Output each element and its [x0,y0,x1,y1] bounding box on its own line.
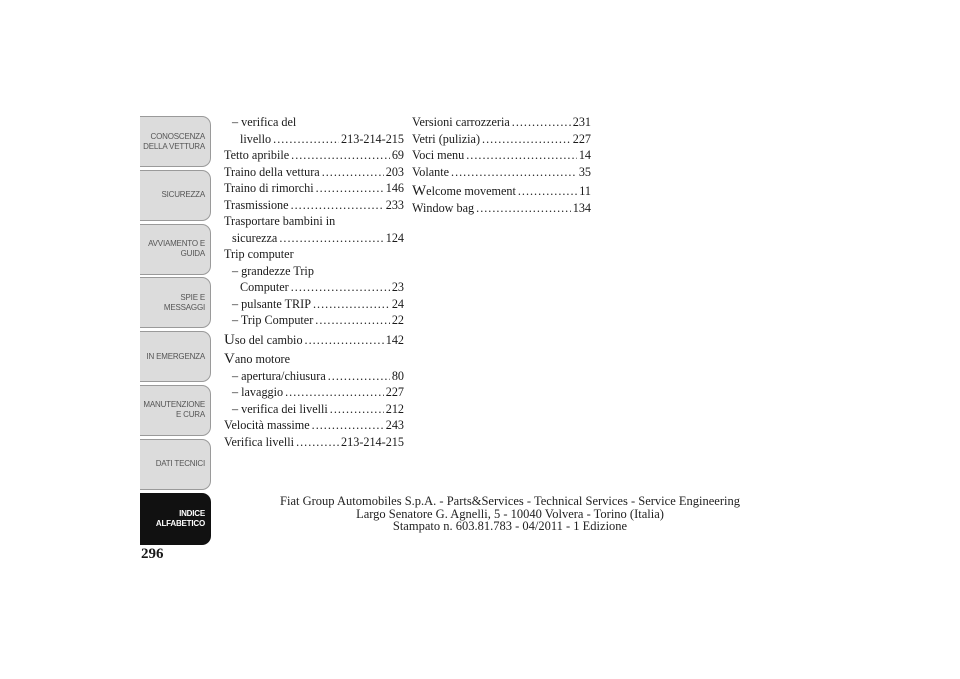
page-number: 296 [141,546,164,562]
tab-spie-e-messaggi[interactable] [140,277,211,328]
index-entry: Verifica livelli ..... 213-214-215 [224,434,404,451]
index-entry: Tetto apribile ..... 69 [224,147,404,164]
tab-dati-tecnici[interactable] [140,439,211,490]
tab-label: DATI TECNICI [155,459,205,469]
index-entry: Computer ..... 23 [224,279,404,296]
tab-label: SPIE E MESSAGGI [163,292,205,312]
index-entry: – Trip Computer ..... 22 [224,312,404,329]
index-entry: Vetri (pulizia) ..... 227 [412,131,591,148]
index-entry: Versioni carrozzeria ..... 231 [412,114,591,131]
publisher-footer [250,495,770,533]
tab-label: INDICE ALFABETICO [155,508,205,528]
index-entry: Trasportare bambini in [224,214,336,228]
tab-manutenzione-e-cura[interactable] [140,385,211,436]
index-entry: Vano motore [224,351,291,367]
index-entry: Voci menu ..... 14 [412,147,591,164]
index-entry: livello ..... 213-214-215 [224,131,404,148]
tab-indice-alfabetico[interactable] [140,493,211,545]
index-entry: sicurezza ..... 124 [224,230,404,247]
tab-label: AVVIAMENTO E GUIDA [148,239,205,259]
footer-line: Largo Senatore G. Agnelli, 5 - 10040 Volvera - Torino (Italia) [356,506,664,521]
index-column-2 [412,114,591,216]
index-entry: Trasmissione ..... 233 [224,197,404,214]
index-entry: Velocità massime ..... 243 [224,417,404,434]
index-column-1 [224,114,404,450]
tab-conoscenza-della-vettura[interactable] [140,116,211,167]
index-entry: – apertura/chiusura ..... 80 [224,368,404,385]
tab-avviamento-e-guida[interactable] [140,224,211,275]
index-entry: – pulsante TRIP ..... 24 [224,296,404,313]
index-entry: Welcome movement ..... 11 [412,183,591,200]
footer-line: Fiat Group Automobiles S.p.A. - Parts&Services - Technical Services - Service Engineering [280,494,740,508]
index-entry: – grandezze Trip [232,263,314,278]
section-tabs [140,116,211,547]
index-entry: Volante ..... 35 [412,164,591,181]
footer-line: Stampato n. 603.81.783 - 04/2011 - 1 Edizione [392,519,628,533]
index-entry: Traino della vettura ..... 203 [224,164,404,181]
index-entry: Uso del cambio ..... 142 [224,332,404,349]
index-entry: Trip computer [224,247,294,261]
index-entry: Traino di rimorchi ..... 146 [224,180,404,197]
tab-label: SICUREZZA [161,190,205,200]
tab-label: MANUTENZIONE E CURA [143,400,205,420]
tab-label: IN EMERGENZA [146,351,205,361]
tab-label: CONOSCENZA DELLA VETTURA [143,131,205,151]
index-entry: Window bag ..... 134 [412,200,591,217]
tab-sicurezza[interactable] [140,170,211,221]
tab-in-emergenza[interactable] [140,331,211,382]
index-entry: – verifica del [232,115,297,129]
index-entry: – lavaggio ..... 227 [224,384,404,401]
index-entry: – verifica dei livelli ..... 212 [224,401,404,418]
